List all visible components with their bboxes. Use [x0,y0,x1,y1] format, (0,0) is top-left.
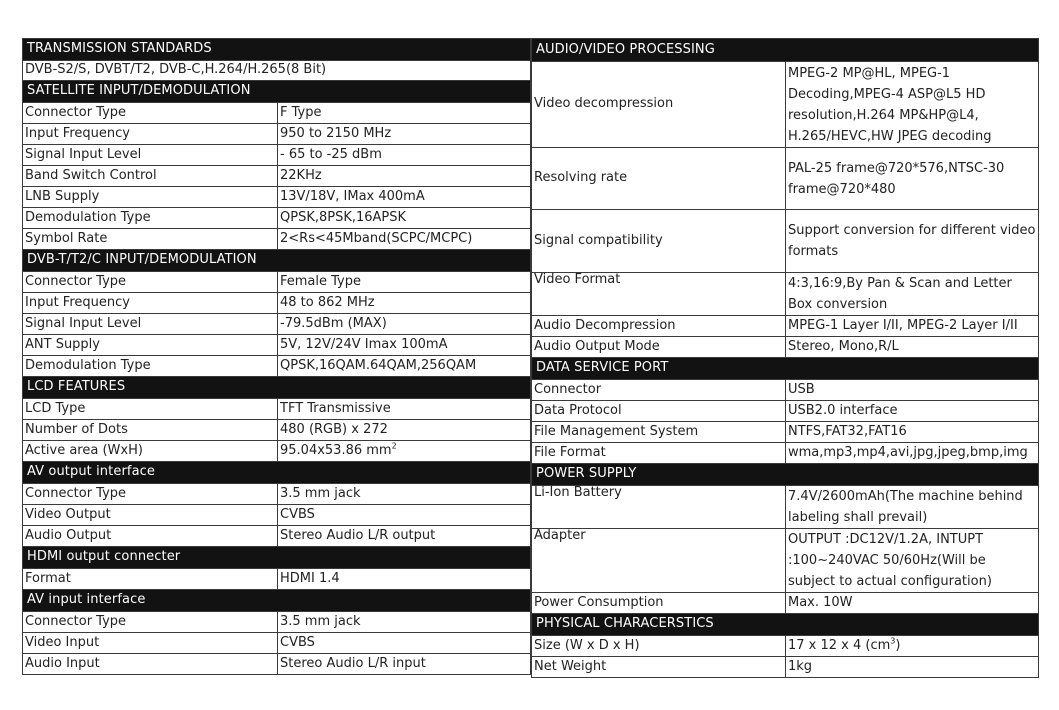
spec-row: Audio Input Stereo Audio L/R input [23,654,531,675]
spec-row: File Format wma,mp3,mp4,avi,jpg,jpeg,bmp,img [532,443,1039,464]
spec-row: LNB Supply 13V/18V, IMax 400mA [23,187,531,208]
spec-row: Connector Type Female Type [23,272,531,293]
spec-row: File Management System NTFS,FAT32,FAT16 [532,422,1039,443]
spec-row: Signal Input Level - 65 to -25 dBm [23,145,531,166]
active-area-value: 95.04x53.86 mm [280,442,392,458]
section-header-av-processing: AUDIO/VIDEO PROCESSING [532,39,1039,62]
spec-row: Size (W x D x H) 17 x 12 x 4 $(cm^3)$ [532,636,1039,657]
spec-row: Net Weight 1kg [532,657,1039,678]
spec-row: Video decompression MPEG-2 MP@HL, MPEG-1 Decoding,MPEG-4 ASP@L5 HD resolution,H.264 MP&HP@L4, H.265/HEVC,HW JPEG decoding [532,62,1039,148]
spec-row: Audio Output Mode Stereo, Mono,R/L [532,337,1039,358]
section-header-av-input: AV input interface [23,590,531,612]
section-header-satellite: SATELLITE INPUT/DEMODULATION [23,81,531,103]
spec-row: Connector Type F Type [23,103,531,124]
spec-row: Input Frequency 950 to 2150 MHz [23,124,531,145]
spec-row: Connector Type 3.5 mm jack [23,612,531,633]
spec-row: Signal compatibility Support conversion for different video formats [532,210,1039,273]
spec-row: Video Output CVBS [23,505,531,526]
section-header-av-output: AV output interface [23,462,531,484]
spec-row: Connector USB [532,380,1039,401]
section-header-dvbt: DVB-T/T2/C INPUT/DEMODULATION [23,250,531,272]
spec-row: Video Format 4:3,16:9,By Pan & Scan and Letter Box conversion [532,273,1039,316]
spec-row: Demodulation Type QPSK,16QAM.64QAM,256QAM [23,356,531,377]
spec-row: Li-Ion Battery 7.4V/2600mAh(The machine behind labeling shall prevail) [532,486,1039,529]
superscript: 3 [890,636,896,646]
spec-row: Band Switch Control 22KHz [23,166,531,187]
spec-row: Data Protocol USB2.0 interface [532,401,1039,422]
spec-row: Resolving rate PAL-25 frame@720*576,NTSC-30 frame@720*480 [532,148,1039,210]
spec-row: ANT Supply 5V, 12V/24V Imax 100mA [23,335,531,356]
superscript: 2 [391,441,397,451]
spec-row: Signal Input Level -79.5dBm (MAX) [23,314,531,335]
section-header-data-service-port: DATA SERVICE PORT [532,358,1039,380]
section-header-power-supply: POWER SUPPLY [532,464,1039,486]
spec-row: Input Frequency 48 to 862 MHz [23,293,531,314]
spec-row: Audio Decompression MPEG-1 Layer I/II, MPEG-2 Layer I/II [532,316,1039,337]
right-spec-table [531,38,1039,678]
size-suffix: ) [895,637,901,653]
left-spec-table [22,38,531,675]
spec-row: Connector Type 3.5 mm jack [23,484,531,505]
section-header-hdmi: HDMI output connecter [23,547,531,569]
spec-row: Power Consumption Max. 10W [532,593,1039,614]
spec-row: Format HDMI 1.4 [23,569,531,590]
section-header-transmission-standards: TRANSMISSION STANDARDS [23,39,531,61]
spec-row: Audio Output Stereo Audio L/R output [23,526,531,547]
spec-row: LCD Type TFT Transmissive [23,399,531,420]
spec-row: Symbol Rate 2<Rs<45Mband(SCPC/MCPC) [23,229,531,250]
spec-row: Active area (WxH) 95.04x53.86 $mm^2$ [23,441,531,462]
spec-row: Video Input CVBS [23,633,531,654]
size-value: 17 x 12 x 4 (cm [788,637,891,653]
spec-row: Demodulation Type QPSK,8PSK,16APSK [23,208,531,229]
spec-row: Adapter OUTPUT :DC12V/1.2A, INTUPT :100~240VAC 50/60Hz(Will be subject to actual configuration) [532,529,1039,593]
section-header-physical: PHYSICAL CHARACERSTICS [532,614,1039,636]
spec-row: Number of Dots 480 (RGB) x 272 [23,420,531,441]
section-header-lcd: LCD FEATURES [23,377,531,399]
transmission-standards-row: DVB-S2/S, DVBT/T2, DVB-C,H.264/H.265(8 Bit) [23,61,531,81]
